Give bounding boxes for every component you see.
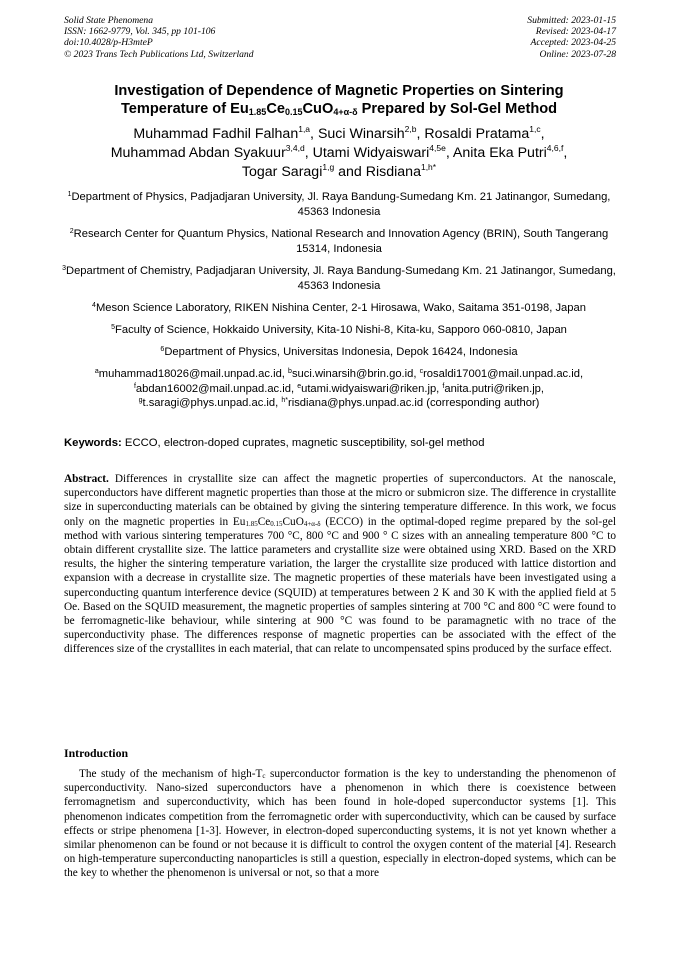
affiliation-text: Faculty of Science, Hokkaido University, Kita-10 Nishi-8, Kita-ku, Sapporo 060-0810, Japan xyxy=(115,324,567,336)
author-name: Togar Saragi xyxy=(241,164,323,180)
copyright: © 2023 Trans Tech Publications Ltd, Switzerland xyxy=(64,48,254,60)
email-address[interactable]: abdan16002@mail.unpad.ac.id, xyxy=(135,382,298,395)
author-separator: , xyxy=(540,126,545,142)
author-affiliation: 1,c xyxy=(529,124,541,134)
author-separator: , xyxy=(310,126,318,142)
abstract-text: Ce xyxy=(257,515,271,528)
affiliation-number: 2 xyxy=(69,228,74,235)
title-subscript: 4+α-δ xyxy=(333,107,358,117)
formula-subscript: 4+α-δ xyxy=(303,519,321,528)
email-marker: b xyxy=(288,368,292,375)
affiliation-number: 5 xyxy=(111,324,116,331)
revised-date: Revised: 2023-04-17 xyxy=(535,26,616,38)
online-date: Online: 2023-07-28 xyxy=(539,48,616,60)
title-text: Ce xyxy=(266,101,285,117)
author-line xyxy=(40,144,638,163)
email-address[interactable]: utami.widyaiswari@riken.jp, xyxy=(301,382,443,395)
author-line xyxy=(40,163,638,182)
affiliation xyxy=(52,301,626,316)
affiliation-text: Department of Physics, Universitas Indonesia, Depok 16424, Indonesia xyxy=(164,346,518,358)
affiliation xyxy=(52,345,626,360)
title-subscript: 1.85 xyxy=(248,107,267,117)
author-separator: , xyxy=(563,145,568,161)
author-name: Utami Widyaiswari xyxy=(312,145,430,161)
accepted-date: Accepted: 2023-04-25 xyxy=(530,37,616,49)
author-affiliation: 1,h* xyxy=(420,162,437,172)
title-text: Temperature of Eu xyxy=(120,101,249,117)
author-separator: , xyxy=(304,145,313,161)
title-subscript: 0.15 xyxy=(284,107,303,117)
affiliation-text: Department of Chemistry, Padjadjaran University, Jl. Raya Bandung-Sumedang Km. 21 Jatinangor, Sumedang, 45363 Indonesia xyxy=(65,265,616,292)
abstract-text: CuO xyxy=(282,515,304,528)
formula-subscript: 1.85 xyxy=(245,519,258,528)
tc-subscript: c xyxy=(262,772,266,780)
section-heading: Introduction xyxy=(64,746,129,760)
email-marker: g xyxy=(138,397,143,404)
email-address[interactable]: risdiana@phys.unpad.ac.id (corresponding author) xyxy=(287,397,540,409)
affiliation xyxy=(52,323,626,338)
author-list xyxy=(40,125,638,182)
affiliation-text: Meson Science Laboratory, RIKEN Nishina Center, 2-1 Hirosawa, Wako, Saitama 351-0198, Japan xyxy=(95,302,586,314)
intro-text: The study of the mechanism of high-T xyxy=(79,768,263,780)
keywords-text: ECCO, electron-doped cuprates, magnetic susceptibility, sol-gel method xyxy=(121,437,485,449)
affiliation xyxy=(52,227,626,257)
affiliation-text: Department of Physics, Padjadjaran University, Jl. Raya Bandung-Sumedang Km. 21 Jatinangor, Sumedang, 45363 Indonesia xyxy=(71,191,611,218)
author-name: Rosaldi Pratama xyxy=(424,126,530,142)
email-address[interactable]: rosaldi17001@mail.unpad.ac.id, xyxy=(423,368,584,380)
journal-info xyxy=(64,15,254,60)
affiliation xyxy=(52,264,626,294)
abstract-text: (ECCO) in the optimal-doped regime prepared by the sol-gel method with various sintering temperatures 700 °C, 800 °C and 900 ° C sizes with an annealing temperature 800 °C to obtain different crystallite size. The lattice parameters and crystallite size were obtained using XRD. Based on the XRD results, the higher the sintering temperature variation, the larger the crystallite size produced with lattice distortion and expansion with a decrease in crystallite size. The magnetic properties of these materials have been investigated using a superconducting quantum interference device (SQUID) at temperatures between 2 K and 30 K with the applied field at 5 Oe. Based on the SQUID measurement, the magnetic properties of samples sintering at 700 °C and 800 °C were found to be ferromagnetic-like behaviour, while sintering at 900 °C was found to be paramagnetic with no trace of the superconductivity phase. The differences response of magnetic properties can be associated with the effect of the differences size of the crystallites in each material, that can relate to uncompensated spins produced by the surface effect. xyxy=(64,515,616,656)
affiliation-number: 4 xyxy=(92,302,96,309)
author-line xyxy=(40,125,638,144)
author-name: Risdiana xyxy=(365,164,421,180)
formula-subscript: 0.15 xyxy=(270,519,283,528)
keywords xyxy=(64,436,616,451)
title-text: CuO xyxy=(302,101,334,117)
affiliation-text: Research Center for Quantum Physics, National Research and Innovation Agency (BRIN), South Tangerang 15314, Indonesia xyxy=(73,228,609,255)
author-separator: , xyxy=(416,126,425,142)
author-name: Muhammad Fadhil Falhan xyxy=(133,126,299,142)
author-affiliation: 4,5e xyxy=(429,143,446,153)
affiliation xyxy=(52,190,626,220)
paper-title xyxy=(40,82,638,118)
email-marker: e xyxy=(297,382,302,390)
keywords-label: Keywords: xyxy=(64,437,122,449)
author-name: Muhammad Abdan Syakuur xyxy=(110,145,286,161)
author-separator: , xyxy=(445,145,453,161)
journal-name: Solid State Phenomena xyxy=(64,15,153,26)
email-address[interactable]: t.saragi@phys.unpad.ac.id, xyxy=(142,397,282,409)
email-address[interactable]: anita.putri@riken.jp, xyxy=(444,382,545,395)
intro-text: superconductor formation is the key to understanding the phenomenon of superconductivity. Nano-sized superconductors have a phenomenon in which there is coexistence between ferromagnetism and superconductivity, which has been found in hole-doped superconductor systems [1]. This phenomenon indicates competition from the ferromagnetic order with superconductivity, which can be caused by surface effects or stripe phenomena [1-3]. However, in electron-doped superconducting systems, it is not yet known whether a similar phenomenon can be found or not because it is difficult to control the oxygen content of the material [4]. Research on high-temperature superconducting nanoparticles is still a question, especially in electron-doped systems, which can be the key to whether the phenomenon is universal or not, so that a more xyxy=(64,768,616,880)
email-address[interactable]: muhammad18026@mail.unpad.ac.id, xyxy=(98,368,289,380)
author-affiliation: 2,b xyxy=(404,124,417,134)
affiliation-number: 1 xyxy=(67,191,72,198)
email-marker: f xyxy=(133,382,136,390)
doi: doi:10.4028/p-H3mteP xyxy=(64,37,153,49)
publication-dates xyxy=(527,15,616,60)
abstract xyxy=(64,472,616,657)
email-list xyxy=(52,367,626,411)
author-affiliation: 1,a xyxy=(298,124,311,134)
affiliation-list xyxy=(52,190,626,411)
submitted-date: Submitted: 2023-01-15 xyxy=(527,15,616,26)
affiliation-number: 3 xyxy=(62,265,66,272)
title-text: Prepared by Sol-Gel Method xyxy=(357,101,558,117)
author-separator: and xyxy=(334,164,366,180)
abstract-label: Abstract. xyxy=(64,473,109,485)
introduction-paragraph xyxy=(64,767,616,881)
email-marker: c xyxy=(419,368,424,375)
title-line-1: Investigation of Dependence of Magnetic Properties on Sintering xyxy=(114,83,564,99)
author-name: Suci Winarsih xyxy=(317,126,405,142)
author-affiliation: 1,g xyxy=(322,162,335,172)
author-affiliation: 4,6,f xyxy=(546,143,564,153)
author-affiliation: 3,4,d xyxy=(285,143,305,153)
title-line-2 xyxy=(40,100,638,118)
email-marker: a xyxy=(94,368,99,375)
email-address[interactable]: suci.winarsih@brin.go.id, xyxy=(291,368,420,380)
author-name: Anita Eka Putri xyxy=(452,145,547,161)
issn: ISSN: 1662-9779, Vol. 345, pp 101-106 xyxy=(64,26,216,38)
affiliation-number: 6 xyxy=(160,346,165,353)
email-marker: h* xyxy=(281,397,288,404)
abstract-text: Differences in crystallite size can affect the magnetic properties of superconductors. At the nanoscale, superconductors have different magnetic properties than those at the micro or submicron size. The difference in crystallite size in superconducting materials can be obtained by giving the sintering temperature difference. In this work, we focus only on the magnetic properties in Eu xyxy=(64,473,616,528)
email-marker: f xyxy=(442,382,445,390)
